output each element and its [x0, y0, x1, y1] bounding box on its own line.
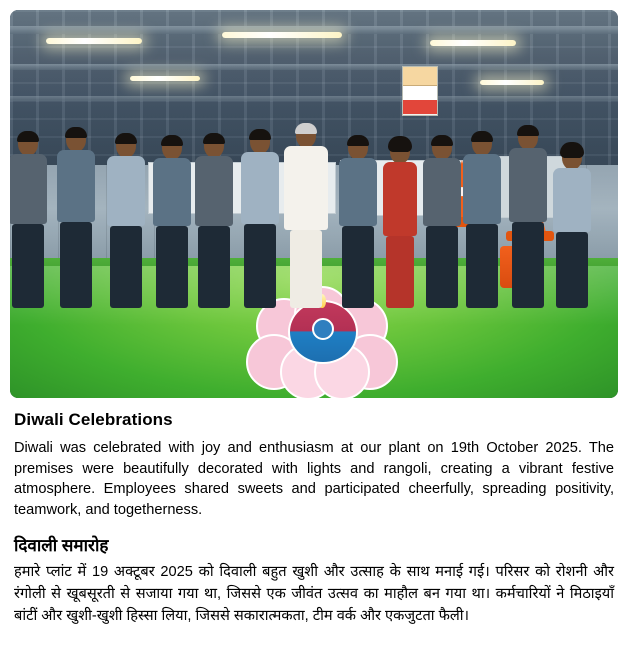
ceiling-light — [430, 40, 516, 46]
body-english: Diwali was celebrated with joy and enthusiasm at our plant on 19th October 2025. The premises were beautifully decorated with lights and rangoli, creating a vibrant festive atmosphere. Employees shared sweets and participated cheerfully, spreading positivity, teamwork, and togetherness. — [14, 440, 614, 519]
ceiling-light — [222, 32, 342, 38]
headline-hindi: दिवाली समारोह — [14, 535, 109, 555]
ceiling-light — [130, 76, 200, 81]
article-text — [10, 398, 618, 628]
diwali-celebration-group-photo — [10, 10, 618, 398]
employee-group — [10, 88, 618, 308]
body-hindi: हमारे प्लांट में 19 अक्टूबर 2025 को दिवाली बहुत खुशी और उत्साह के साथ मनाई गई। परिसर को रोशनी और रंगोली से खूबसूरती से सजाया गया था, जिससे एक जीवंत उत्सव का माहौल बन गया था। कर्मचारियों ने मिठाइयाँ बांटीं और खुशी-खुशी हिस्सा लिया, जिससे सकारात्मकता, टीम वर्क और एकजुटता फैली। — [14, 563, 614, 624]
ceiling-light — [480, 80, 544, 85]
headline-english: Diwali Celebrations — [14, 410, 173, 429]
ceiling-light — [46, 38, 142, 44]
ceiling-truss — [10, 64, 618, 70]
